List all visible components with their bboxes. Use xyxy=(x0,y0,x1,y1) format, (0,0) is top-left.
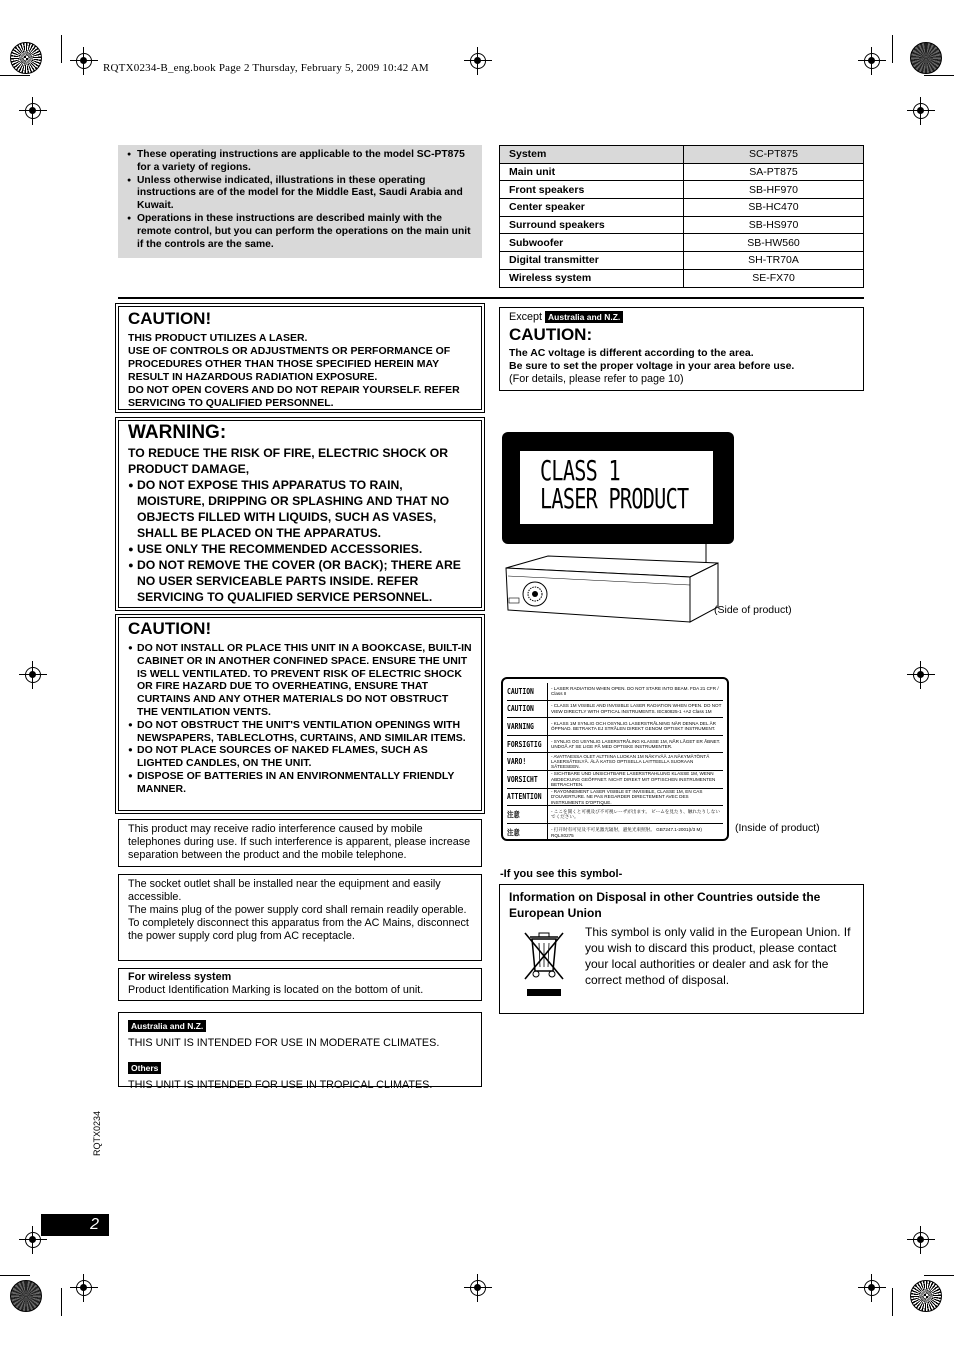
table-cell: SH-TR70A xyxy=(684,252,864,270)
intro-note: ● These operating instructions are applicable to the model SC-PT875 for a variety of regions. xyxy=(127,149,474,175)
note-text: THIS UNIT IS INTENDED FOR USE IN TROPICAL CLIMATES. xyxy=(128,1079,433,1091)
table-cell: SA-PT875 xyxy=(684,163,864,181)
radio-interference-note xyxy=(118,819,482,867)
label-key: CAUTION xyxy=(507,704,534,714)
crop-mark xyxy=(61,35,62,63)
registration-star-icon xyxy=(910,1280,942,1312)
label-key: 注意 xyxy=(507,828,520,838)
label-key: FORSIGTIG xyxy=(507,739,542,749)
registration-mark-icon xyxy=(470,1280,486,1296)
label-row xyxy=(507,753,723,771)
table-cell: Surround speakers xyxy=(500,216,684,234)
note-text: THIS UNIT IS INTENDED FOR USE IN MODERATE CLIMATES. xyxy=(128,1037,440,1049)
model-table xyxy=(499,145,864,288)
label-value: - SICHTBARE UND UNSICHTBARE LASERSTRAHLUNG KLASSE 1M, WENN ABDECKUNG GEÖFFNET. NICHT DIREKT MIT OPTISCHEN INSTRUMENTEN BETRACHTEN. xyxy=(547,771,723,788)
label-value: - ここを開くと可視及び不可視レーザが出ます。 ビームを見たり、触れたりしないでください。 xyxy=(547,806,723,823)
table-row xyxy=(500,146,864,164)
label-value: - KLASS 1M SYNLIG OCH OSYNLIG LASERSTRÅLNING NÄR DENNA DEL ÄR ÖPPNAD. BETRAKTA EJ STRÅLEN DIREKT GENOM OPTISKT INSTRUMENT. xyxy=(547,718,723,735)
product-side-illustration xyxy=(500,540,730,625)
table-cell: SB-HC470 xyxy=(684,199,864,217)
registration-mark-icon xyxy=(864,1280,880,1296)
intro-note: ● Unless otherwise indicated, illustrations in these operating instructions are of the model for the Middle East, Saudi Arabia and Kuwait. xyxy=(127,175,474,213)
label-key: VARO! xyxy=(507,757,527,767)
table-row xyxy=(500,234,864,252)
warning-item: ● USE ONLY THE RECOMMENDED ACCESSORIES. xyxy=(128,541,472,557)
table-cell: SB-HS970 xyxy=(684,216,864,234)
table-cell: SE-FX70 xyxy=(684,269,864,287)
crop-mark xyxy=(892,35,893,63)
laser-label-text xyxy=(540,454,689,515)
caution-title: CAUTION! xyxy=(128,619,212,638)
label-key: CAUTION xyxy=(507,686,534,696)
registration-mark-icon xyxy=(76,53,92,69)
registration-mark-icon xyxy=(913,103,929,119)
table-cell: Main unit xyxy=(500,163,684,181)
intro-note: ● Operations in these instructions are described mainly with the remote control, but you can perform the operations on the main unit if the controls are the same. xyxy=(127,213,474,251)
registration-star-icon xyxy=(910,42,942,74)
caution-line: USE OF CONTROLS OR ADJUSTMENTS OR PERFORMANCE OF PROCEDURES OTHER THAN THOSE SPECIFIED HEREIN MAY RESULT IN HAZARDOUS RADIATION EXPOSURE. xyxy=(128,344,451,383)
except-label: Except xyxy=(509,311,543,323)
disposal-info-box xyxy=(499,884,864,1014)
caution-line: (For details, please refer to page 10) xyxy=(509,372,684,385)
label-row xyxy=(507,824,723,842)
crop-mark xyxy=(892,1288,893,1316)
registration-mark-icon xyxy=(76,1280,92,1296)
caution-line: The AC voltage is different according to the area. xyxy=(509,347,754,359)
inside-warning-label xyxy=(501,677,729,841)
registration-mark-icon xyxy=(470,53,486,69)
table-cell: SB-HF970 xyxy=(684,181,864,199)
label-value: - CLASS 1M VISIBLE AND INVISIBLE LASER RADIATION WHEN OPEN. DO NOT VIEW DIRECTLY WITH OPTICAL INSTRUMENTS. IEC60825-1 +A2 Class 1M xyxy=(547,701,723,718)
caution-line: DO NOT OPEN COVERS AND DO NOT REPAIR YOURSELF. REFER SERVICING TO QUALIFIED PERSONNEL. xyxy=(128,383,460,409)
socket-outlet-note xyxy=(118,874,482,961)
table-cell: SC-PT875 xyxy=(684,146,864,164)
table-row xyxy=(500,181,864,199)
registration-mark-icon xyxy=(864,53,880,69)
crossed-bin-icon xyxy=(522,929,566,999)
page-number: 2 xyxy=(41,1214,109,1236)
registration-star-icon xyxy=(10,42,42,74)
climate-note xyxy=(118,1012,482,1091)
label-key: 注意 xyxy=(507,809,520,819)
note-text: The mains plug of the power supply cord shall remain readily operable. xyxy=(128,904,467,916)
disposal-title: Information on Disposal in other Countries outside the European Union xyxy=(509,890,821,920)
label-row xyxy=(507,789,723,807)
note-title: For wireless system xyxy=(128,971,232,983)
label-row xyxy=(507,683,723,701)
voltage-caution-box xyxy=(499,307,864,391)
warning-title: WARNING: xyxy=(128,422,227,443)
label-key: VORSICHT xyxy=(507,774,538,784)
note-text: This product may receive radio interference caused by mobile telephones during use. If such interference is apparent, please increase separation between the product and the mobile telephone. xyxy=(128,823,471,861)
label-value: - RAYONNEMENT LASER VISIBLE ET INVISIBLE, CLASSE 1M, EN CAS D'OUVERTURE. NE PAS REGARDER DIRECTEMENT AVEC DES INSTRUMENTS D'OPTIQUE. xyxy=(547,789,723,806)
label-key: ATTENTION xyxy=(507,792,542,802)
label-value: - 打开时有可见及不可见激光辐射，避免光束照射。 GB7247.1-2001(I/3 M) RQLX0275 xyxy=(547,824,723,842)
label-value: - SYNLIG OG USYNLIG LASERSTRÅLING KLASSE 1M, NÅR LÅGET ER ÅBNET. UNDGÅ AT SE LIGE PÅ MED OPTISKE INSTRUMENTER. xyxy=(547,736,723,753)
laser-label-line: CLASS 1 xyxy=(540,454,620,487)
label-row xyxy=(507,771,723,789)
laser-product-label xyxy=(502,432,734,544)
table-cell: Front speakers xyxy=(500,181,684,199)
table-cell: System xyxy=(500,146,684,164)
caution-line: Be sure to set the proper voltage in your area before use. xyxy=(509,359,795,372)
caution-item: ● DO NOT PLACE SOURCES OF NAKED FLAMES, SUCH AS LIGHTED CANDLES, ON THE UNIT. xyxy=(128,744,472,770)
crop-mark xyxy=(0,75,30,76)
table-row xyxy=(500,252,864,270)
region-tag: Australia and N.Z. xyxy=(128,1020,206,1032)
caution-item: ● DO NOT OBSTRUCT THE UNIT'S VENTILATION OPENINGS WITH NEWSPAPERS, TABLECLOTHS, CURTAINS, AND SIMILAR ITEMS. xyxy=(128,719,472,745)
section-divider xyxy=(118,297,864,299)
table-cell: Subwoofer xyxy=(500,234,684,252)
note-text: Product Identification Marking is located on the bottom of unit. xyxy=(128,984,424,996)
label-row xyxy=(507,736,723,754)
warning-item: ● DO NOT REMOVE THE COVER (OR BACK); THERE ARE NO USER SERVICEABLE PARTS INSIDE. REFER SERVICING TO QUALIFIED SERVICE PERSONNEL. xyxy=(128,557,472,605)
table-row xyxy=(500,163,864,181)
disposal-heading: -If you see this symbol- xyxy=(500,868,623,880)
table-cell: Center speaker xyxy=(500,199,684,217)
region-tag: Australia and N.Z. xyxy=(545,311,623,323)
crop-mark xyxy=(0,1275,30,1276)
label-value: - LASER RADIATION WHEN OPEN. DO NOT STARE INTO BEAM. FDA 21 CFR / Class II xyxy=(547,683,723,700)
label-value: - AVATTAESSA OLET ALTTIINA LUOKAN 1M NÄKYVÄÄ JA NÄKYMÄTÖNTÄ LASERSÄTEILYÄ. ÄLÄ KATSO OPTISELLA LAITTEELLA SUORAAN SÄTEESEEN. xyxy=(547,753,723,770)
document-code: RQTX0234 xyxy=(92,1110,102,1156)
registration-mark-icon xyxy=(25,1232,41,1248)
note-text: To completely disconnect this apparatus from the AC Mains, disconnect the power supply cord plug from AC receptacle. xyxy=(128,917,469,942)
inside-caption: (Inside of product) xyxy=(735,822,820,834)
warning-intro: TO REDUCE THE RISK OF FIRE, ELECTRIC SHOCK OR PRODUCT DAMAGE, xyxy=(128,446,449,476)
crop-mark xyxy=(61,1288,62,1316)
caution-item: ● DISPOSE OF BATTERIES IN AN ENVIRONMENTALLY FRIENDLY MANNER. xyxy=(128,770,472,796)
crop-mark xyxy=(924,75,954,76)
warning-item: ● DO NOT EXPOSE THIS APPARATUS TO RAIN, MOISTURE, DRIPPING OR SPLASHING AND THAT NO OBJECTS FILLED WITH LIQUIDS, SUCH AS VASES, SHALL BE PLACED ON THE APPARATUS. xyxy=(128,477,472,541)
ventilation-caution-box xyxy=(118,617,482,811)
registration-mark-icon xyxy=(913,1232,929,1248)
table-row xyxy=(500,269,864,287)
caution-line: THIS PRODUCT UTILIZES A LASER. xyxy=(128,332,308,344)
print-header: RQTX0234-B_eng.book Page 2 Thursday, February 5, 2009 10:42 AM xyxy=(103,62,429,74)
table-row xyxy=(500,216,864,234)
label-row xyxy=(507,701,723,719)
label-key: VARNING xyxy=(507,721,534,731)
caution-item: ● DO NOT INSTALL OR PLACE THIS UNIT IN A BOOKCASE, BUILT-IN CABINET OR IN ANOTHER CONFINED SPACE. ENSURE THE UNIT IS WELL VENTILATED. TO PREVENT RISK OF ELECTRIC SHOCK OR FIRE HAZARD DUE TO OVERHEATING, ENSURE THAT CURTAINS AND ANY OTHER MATERIALS DO NOT OBSTRUCT THE VENTILATION VENTS. xyxy=(128,642,472,719)
wireless-system-note xyxy=(118,968,482,1001)
label-row xyxy=(507,806,723,824)
warning-box xyxy=(118,420,482,608)
registration-mark-icon xyxy=(913,667,929,683)
region-tag: Others xyxy=(128,1062,161,1074)
table-cell: SB-HW560 xyxy=(684,234,864,252)
table-cell: Digital transmitter xyxy=(500,252,684,270)
table-row xyxy=(500,199,864,217)
disposal-text: This symbol is only valid in the European Union. If you wish to discard this product, please contact your local authorities or dealer and ask for the correct method of disposal. xyxy=(585,925,851,987)
intro-notes xyxy=(118,145,482,258)
registration-star-icon xyxy=(10,1280,42,1312)
label-row xyxy=(507,718,723,736)
caution-title: CAUTION: xyxy=(509,325,593,344)
crop-mark xyxy=(924,1275,954,1276)
registration-mark-icon xyxy=(25,103,41,119)
caution-title: CAUTION! xyxy=(128,309,212,328)
table-cell: Wireless system xyxy=(500,269,684,287)
registration-mark-icon xyxy=(25,667,41,683)
laser-caution-box xyxy=(118,306,482,410)
laser-label-line: LASER PRODUCT xyxy=(540,482,689,515)
note-text: The socket outlet shall be installed near the equipment and easily accessible. xyxy=(128,878,441,903)
side-caption: (Side of product) xyxy=(714,604,792,616)
